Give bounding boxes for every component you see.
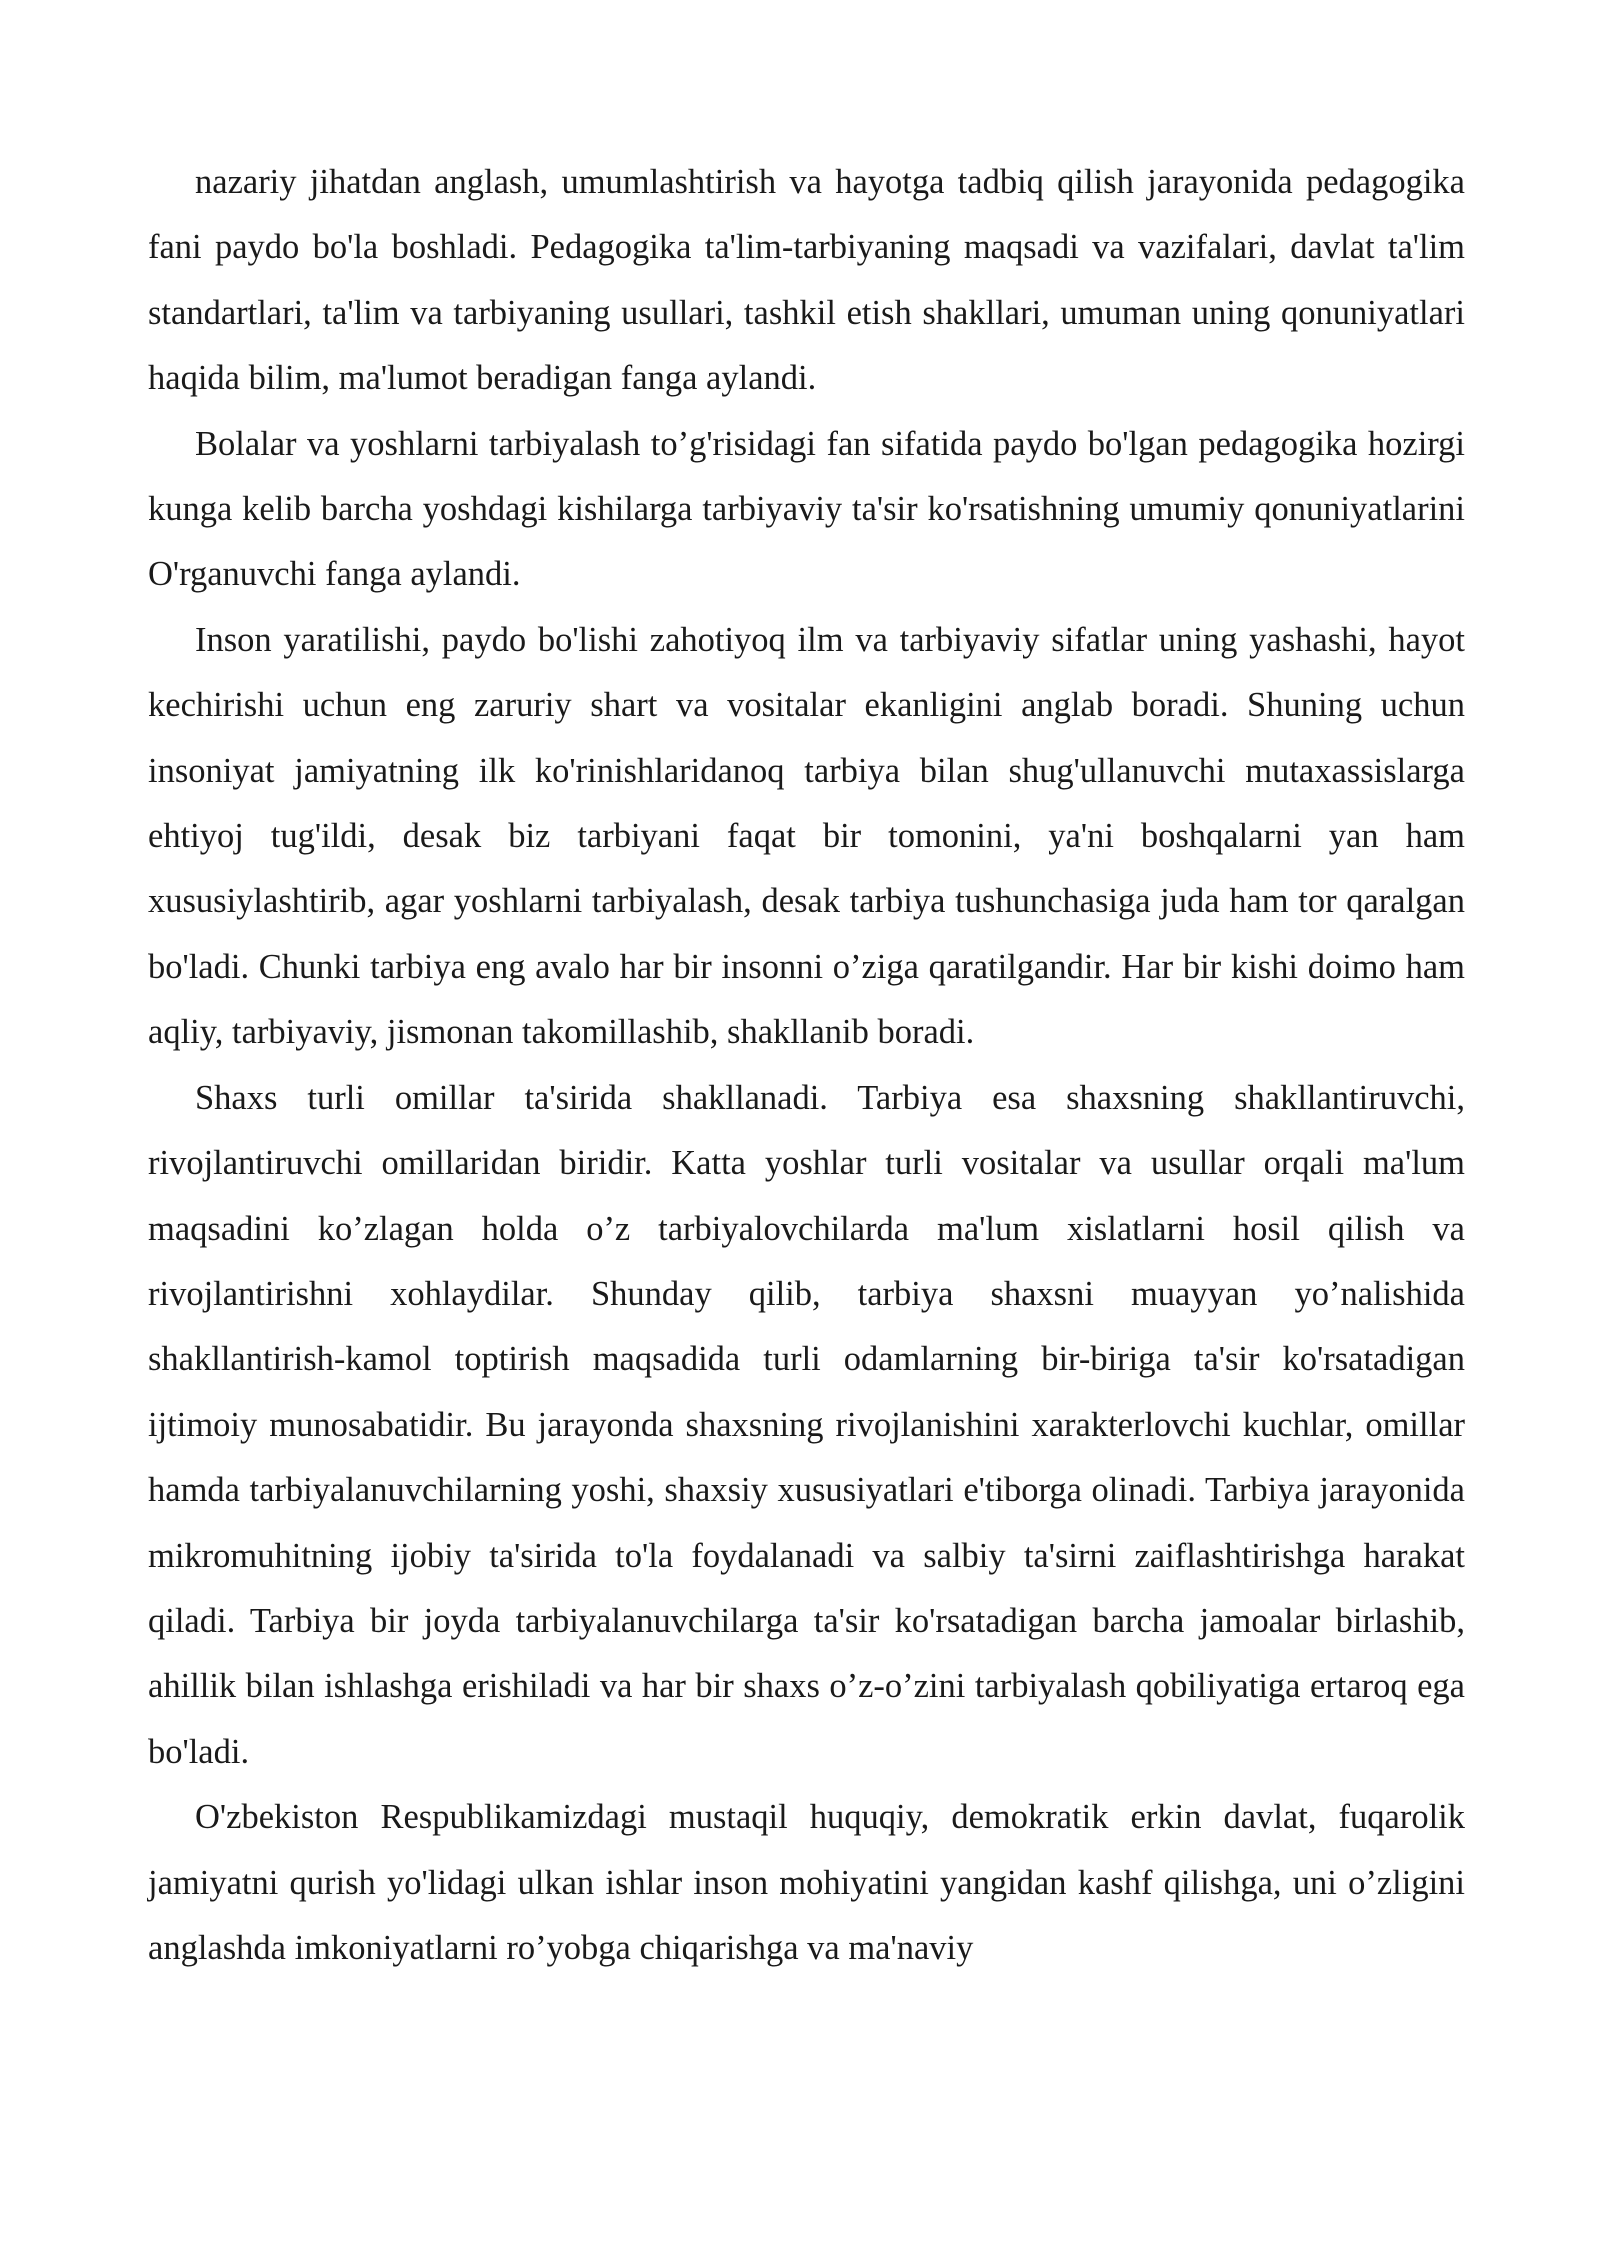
paragraph: Bolalar va yoshlarni tarbiyalash to’g'risidagi fan sifatida paydo bo'lgan pedagogika hozirgi kunga kelib barcha yoshdagi kishilarga tarbiyaviy ta'sir ko'rsatishning umumiy qonuniyatlarini O'rganuvchi fanga aylandi.: [148, 424, 1465, 594]
document-page: [148, 150, 1465, 1981]
paragraph: nazariy jihatdan anglash, umumlashtirish va hayotga tadbiq qilish jarayonida pedagogika fani paydo bo'la boshladi. Pedagogika ta'lim-tarbiyaning maqsadi va vazifalari, davlat ta'lim standartlari, ta'lim va tarbiyaning usullari, tashkil etish shakllari, umuman uning qonuniyatlari haqida bilim, ma'lumot beradigan fanga aylandi.: [148, 163, 1465, 398]
paragraph: Shaxs turli omillar ta'sirida shakllanadi. Tarbiya esa shaxsning shakllantiruvchi, rivojlantiruvchi omillaridan biridir. Katta yoshlar turli vositalar va usullar orqali ma'lum maqsadini ko’zlagan holda o’z tarbiyalovchilarda ma'lum xislatlarni hosil qilish va rivojlantirishni xohlaydilar. Shunday qilib, tarbiya shaxsni muayyan yo’nalishida shakllantirish-kamol toptirish maqsadida turli odamlarning bir-biriga ta'sir ko'rsatadigan ijtimoiy munosabatidir. Bu jarayonda shaxsning rivojlanishini xarakterlovchi kuchlar, omillar hamda tarbiyalanuvchilarning yoshi, shaxsiy xususiyatlari e'tiborga olinadi. Tarbiya jarayonida mikromuhitning ijobiy ta'sirida to'la foydalanadi va salbiy ta'sirni zaiflashtirishga harakat qiladi. Tarbiya bir joyda tarbiyalanuvchilarga ta'sir ko'rsatadigan barcha jamoalar birlashib, ahillik bilan ishlashga erishiladi va har bir shaxs o’z-o’zini tarbiyalash qobiliyatiga ertaroq ega bo'ladi.: [148, 1078, 1465, 1771]
paragraph: O'zbekiston Respublikamizdagi mustaqil huquqiy, demokratik erkin davlat, fuqarolik jamiyatni qurish yo'lidagi ulkan ishlar inson mohiyatini yangidan kashf qilishga, uni o’zligini anglashda imkoniyatlarni ro’yobga chiqarishga va ma'naviy: [148, 1798, 1465, 1967]
paragraph: Inson yaratilishi, paydo bo'lishi zahotiyoq ilm va tarbiyaviy sifatlar uning yashashi, hayot kechirishi uchun eng zaruriy shart va vositalar ekanligini anglab boradi. Shuning uchun insoniyat jamiyatning ilk ko'rinishlaridanoq tarbiya bilan shug'ullanuvchi mutaxassislarga ehtiyoj tug'ildi, desak biz tarbiyani faqat bir tomonini, ya'ni boshqalarni yan ham xususiylashtirib, agar yoshlarni tarbiyalash, desak tarbiya tushunchasiga juda ham tor qaralgan bo'ladi. Chunki tarbiya eng avalo har bir insonni o’ziga qaratilgandir. Har bir kishi doimo ham aqliy, tarbiyaviy, jismonan takomillashib, shakllanib boradi.: [148, 620, 1465, 1052]
